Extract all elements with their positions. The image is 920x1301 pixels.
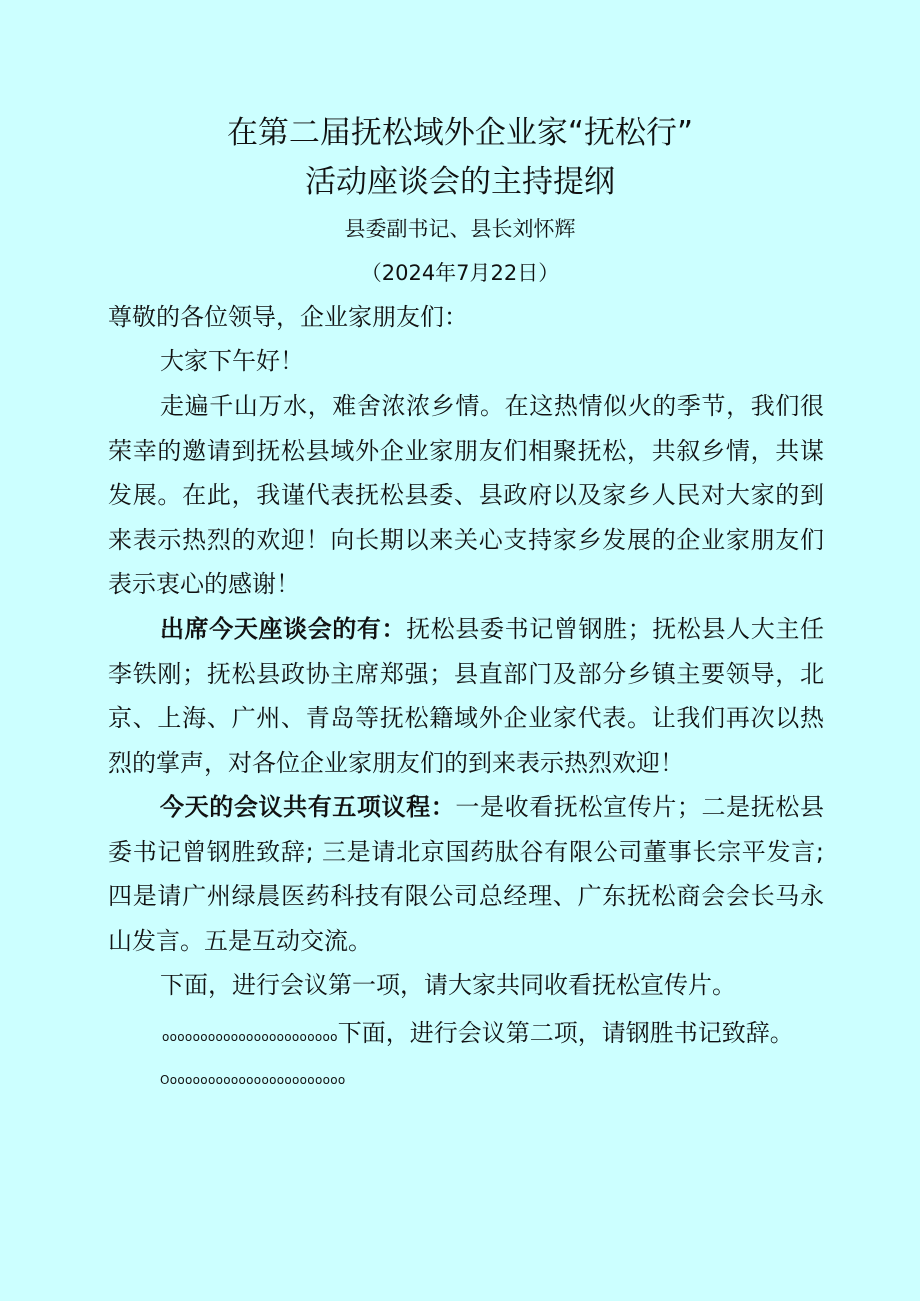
item-two-line: [162, 1011, 794, 1059]
welcome-paragraph: 走遍千山万水，难舍浓浓乡情。在这热情似火的季节，我们很荣幸的邀请到抚松县域外企业家朋友们相聚抚松，共叙乡情，共谋发展。在此，我谨代表抚松县委、县政府以及家乡人民对大家的到来表示热烈的欢迎！向长期以来关心支持家乡发展的企业家朋友们表示衷心的感谢！: [108, 392, 824, 599]
date-line: （2024年7月22日）: [360, 261, 560, 285]
placeholder-dots: ooooooooooooooooooooooo: [162, 1030, 338, 1044]
agenda-label: 今天的会议共有五项议程：: [160, 793, 456, 821]
attendees-label: 出席今天座谈会的有：: [160, 615, 407, 643]
attendees-text: 抚松县委书记曾钢胜；抚松县人大主任李铁刚；抚松县政协主席郑强；县直部门及部分乡镇主要领导，北京、上海、广州、青岛等抚松籍域外企业家代表。让我们再次以热烈的掌声，对各位企业家朋友们的到来表示热烈欢迎！: [108, 615, 825, 777]
document-title-line-1: 在第二届抚松域外企业家“抚松行”: [226, 115, 694, 151]
salutation: 尊敬的各位领导，企业家朋友们：: [108, 303, 468, 331]
item-two-text: 下面，进行会议第二项，请钢胜书记致辞。: [337, 1019, 794, 1047]
agenda-paragraph: [108, 785, 824, 963]
item-one-paragraph: 下面，进行会议第一项，请大家共同收看抚松宣传片。: [160, 971, 736, 999]
document-title-line-2: 活动座谈会的主持提纲: [305, 164, 615, 200]
author-line: 县委副书记、县长刘怀辉: [344, 217, 576, 241]
agenda-text: 一是收看抚松宣传片；二是抚松县委书记曾钢胜致辞; 三是请北京国药肽谷有限公司董事长宗平发言; 四是请广州绿晨医药科技有限公司总经理、广东抚松商会会长马永山发言。五是互动交流。: [108, 793, 825, 955]
attendees-paragraph: [108, 607, 824, 785]
greeting-paragraph: 大家下午好！: [160, 347, 304, 375]
placeholder-dots-tail: Oooooooooooooooooooooooo: [160, 1073, 346, 1087]
